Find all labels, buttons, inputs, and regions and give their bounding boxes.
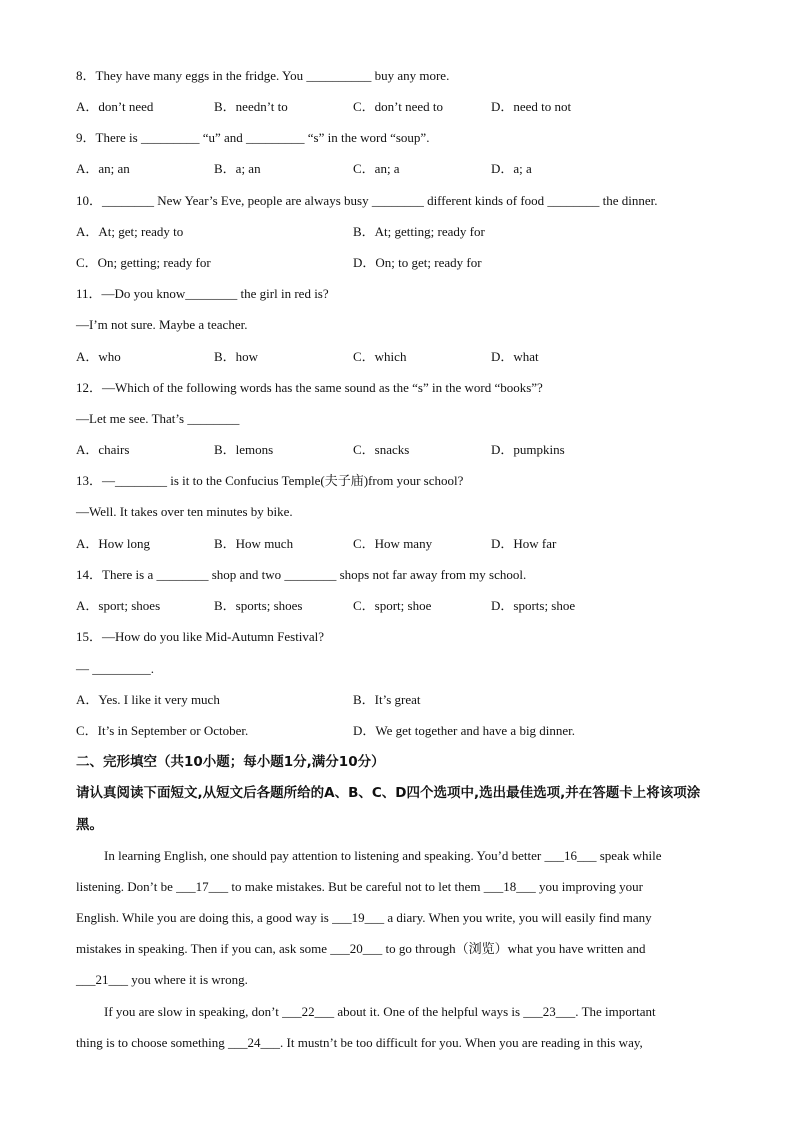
passage-line: ___21___ you where it is wrong. bbox=[76, 972, 248, 987]
section-instruction-line-1: 请认真阅读下面短文,从短文后各题所给的A、B、C、D四个选项中,选出最佳选项,并在答题卡上将该项涂 bbox=[76, 785, 701, 801]
question-12-option-a: A．chairs bbox=[76, 442, 130, 457]
question-12-option-d: D．pumpkins bbox=[491, 442, 565, 457]
question-11-reply: —I’m not sure. Maybe a teacher. bbox=[76, 317, 248, 332]
question-13-option-a: A．How long bbox=[76, 536, 151, 551]
question-9-stem: 9．There is _________ “u” and _________ “s” in the word “soup”. bbox=[76, 130, 430, 145]
question-12-reply: —Let me see. That’s ________ bbox=[76, 411, 240, 426]
question-15-option-a: A．Yes. I like it very much bbox=[76, 692, 220, 707]
question-8-option-a: A．don’t need bbox=[76, 99, 154, 114]
question-10-option-c: C．On; getting; ready for bbox=[76, 255, 211, 270]
question-8-option-d: D．need to not bbox=[491, 99, 572, 114]
question-13-reply: —Well. It takes over ten minutes by bike. bbox=[76, 504, 293, 519]
question-13-option-c: C．How many bbox=[353, 536, 433, 551]
question-15-option-c: C．It’s in September or October. bbox=[76, 723, 249, 738]
question-9-option-b: B．a; an bbox=[214, 161, 261, 176]
passage-line: If you are slow in speaking, don’t ___22___ about it. One of the helpful ways is ___23___. The important bbox=[104, 1004, 656, 1019]
question-8-option-b: B．needn’t to bbox=[214, 99, 288, 114]
question-14-option-a: A．sport; shoes bbox=[76, 598, 161, 613]
passage-line: thing is to choose something ___24___. It mustn’t be too difficult for you. When you are reading in this way, bbox=[76, 1035, 643, 1050]
question-13-option-d: D．How far bbox=[491, 536, 557, 551]
question-15-stem: 15．—How do you like Mid-Autumn Festival? bbox=[76, 629, 325, 644]
question-11-option-c: C．which bbox=[353, 349, 407, 364]
question-8-option-c: C．don’t need to bbox=[353, 99, 444, 114]
question-15-option-b: B．It’s great bbox=[353, 692, 421, 707]
passage-line: mistakes in speaking. Then if you can, ask some ___20___ to go through（浏览）what you have written and bbox=[76, 941, 646, 956]
section-heading: 二、完形填空（共10小题；每小题1分,满分10分） bbox=[76, 754, 385, 770]
question-10-stem: 10．________ New Year’s Eve, people are always busy ________ different kinds of food ________ the dinner. bbox=[76, 193, 658, 208]
question-9-option-c: C．an; a bbox=[353, 161, 400, 176]
question-11-option-d: D．what bbox=[491, 349, 539, 364]
section-instruction-line-2: 黑。 bbox=[76, 817, 103, 833]
question-14-option-b: B．sports; shoes bbox=[214, 598, 303, 613]
question-9-option-a: A．an; an bbox=[76, 161, 130, 176]
passage-line: English. While you are doing this, a good way is ___19___ a diary. When you write, you will easily find many bbox=[76, 910, 652, 925]
question-11-option-b: B．how bbox=[214, 349, 259, 364]
question-8-stem: 8．They have many eggs in the fridge. You __________ buy any more. bbox=[76, 68, 450, 83]
question-10-option-d: D．On; to get; ready for bbox=[353, 255, 482, 270]
question-13-option-b: B．How much bbox=[214, 536, 294, 551]
question-12-option-b: B．lemons bbox=[214, 442, 274, 457]
question-14-stem: 14．There is a ________ shop and two ________ shops not far away from my school. bbox=[76, 567, 527, 582]
question-12-option-c: C．snacks bbox=[353, 442, 410, 457]
question-15-reply: — _________. bbox=[76, 661, 154, 676]
question-11-stem: 11．—Do you know________ the girl in red is? bbox=[76, 286, 329, 301]
passage-line: listening. Don’t be ___17___ to make mistakes. But be careful not to let them ___18___ you improving your bbox=[76, 879, 643, 894]
question-9-option-d: D．a; a bbox=[491, 161, 532, 176]
question-14-option-c: C．sport; shoe bbox=[353, 598, 432, 613]
question-15-option-d: D．We get together and have a big dinner. bbox=[353, 723, 576, 738]
question-10-option-b: B．At; getting; ready for bbox=[353, 224, 485, 239]
question-13-stem: 13．—________ is it to the Confucius Temple(夫子庙)from your school? bbox=[76, 473, 464, 488]
question-10-option-a: A．At; get; ready to bbox=[76, 224, 184, 239]
question-11-option-a: A．who bbox=[76, 349, 121, 364]
passage-line: In learning English, one should pay attention to listening and speaking. You’d better ___16___ speak while bbox=[104, 848, 662, 863]
question-12-stem: 12．—Which of the following words has the same sound as the “s” in the word “books”? bbox=[76, 380, 543, 395]
question-14-option-d: D．sports; shoe bbox=[491, 598, 576, 613]
